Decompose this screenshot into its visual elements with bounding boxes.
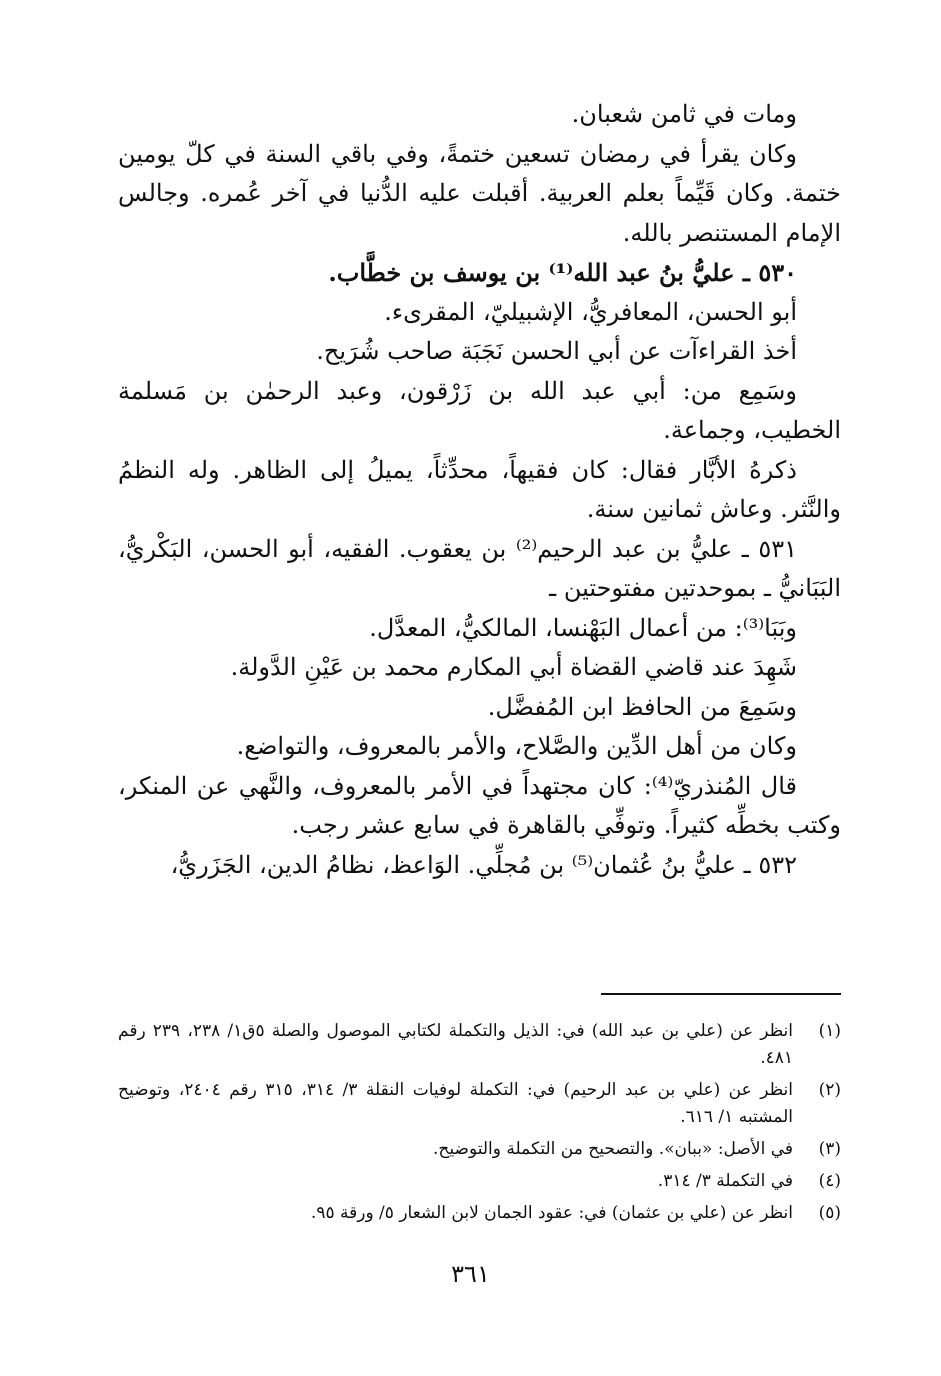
paragraph: وسَمِعَ من الحافظ ابن المُفضَّل. (487, 692, 797, 721)
page-number: ٣٦١ (451, 1260, 490, 1288)
footnote (118, 1077, 841, 1131)
paragraph: وسَمِع من: أبي عبد الله بن زَرْقون، وعبد الرحمٰن بن مَسلمة الخطيب، وجماعة. (118, 376, 841, 444)
paragraph: ومات في ثامن شعبان. (571, 100, 797, 128)
footnote-separator (601, 993, 841, 995)
footnote-text: في الأصل: «ببان». والتصحيح من التكملة والتوضيح. (433, 1139, 793, 1159)
footnote (118, 1018, 841, 1072)
paragraph: قال المُنذريّ⁽⁴⁾: كان مجتهداً في الأمر بالمعروف، والنَّهي عن المنكر، وكتب بخطِّه كثيراً. وتوفِّي بالقاهرة في سابع عشر رجب. (118, 771, 841, 839)
footnote (118, 1168, 841, 1195)
paragraph: وكان يقرأ في رمضان تسعين ختمةً، وفي باقي السنة في كلّ يومين ختمة. وكان قَيِّماً بعلم العربية. أقبلت عليه الدُّنيا في آخر عُمره. وجالس الإمام المستنصر بالله. (118, 139, 841, 247)
paragraph: ذكرهُ الأبَّار فقال: كان فقيهاً، محدِّثاً، يميلُ إلى الظاهر. وله النظمُ والنَّثر. وعاش ثمانين سنة. (118, 455, 841, 523)
paragraph: شَهِدَ عند قاضي القضاة أبي المكارم محمد بن عَيْنِ الدَّولة. (230, 653, 797, 681)
footnote-number: (٤) (818, 1171, 841, 1191)
entry-532-paragraph: ٥٣٢ ـ عليُّ بنُ عُثمان⁽⁵⁾ بن مُجلِّي. الوَاعظ، نظامُ الدين، الجَزَريُّ، (170, 850, 797, 879)
entry-531-paragraph: ٥٣١ ـ عليُّ بن عبد الرحيم⁽²⁾ بن يعقوب. الفقيه، أبو الحسن، البَكْريُّ، البَبَانيُّ ـ بموحدتين مفتوحتين ـ (118, 534, 841, 602)
footnote-number: (٥) (818, 1203, 841, 1223)
footnote (118, 1136, 841, 1163)
paragraph: أبو الحسن، المعافريُّ، الإشبيليّ، المقرىء. (384, 297, 797, 326)
paragraph: أخذ القراءآت عن أبي الحسن نَجَبَة صاحب شُرَيح. (316, 337, 797, 365)
footnote-text: انظر عن (علي بن عبد الله) في: الذيل والتكملة لكتابي الموصول والصلة ٥ق١/ ٢٣٨، ٢٣٩ رقم ٤٨١. (118, 1021, 794, 1068)
footnote-text: في التكملة ٣/ ٣١٤. (657, 1171, 793, 1191)
entry-heading-530: ٥٣٠ ـ عليُّ بنُ عبد الله⁽¹⁾ بن يوسف بن خطَّاب. (328, 258, 797, 287)
paragraph: وبَبَا⁽³⁾: من أعمال البَهْنسا، المالكيُّ، المعدَّل. (369, 613, 797, 642)
footnote-number: (٢) (818, 1080, 841, 1100)
footnote-number: (١) (818, 1021, 841, 1041)
footnote (118, 1200, 841, 1227)
footnote-text: انظر عن (علي بن عبد الرحيم) في: التكملة لوفيات النقلة ٣/ ٣١٤، ٣١٥ رقم ٢٤٠٤، وتوضيح المشتبه ١/ ٦١٦. (118, 1080, 794, 1127)
footnote-text: انظر عن (علي بن عثمان) في: عقود الجمان لابن الشعار ٥/ ورقة ٩٥. (310, 1203, 793, 1223)
footnotes (118, 1018, 841, 1232)
main-text (118, 95, 841, 885)
footnote-number: (٣) (818, 1139, 841, 1159)
paragraph: وكان من أهل الدِّين والصَّلاح، والأمر بالمعروف، والتواضع. (236, 732, 797, 760)
